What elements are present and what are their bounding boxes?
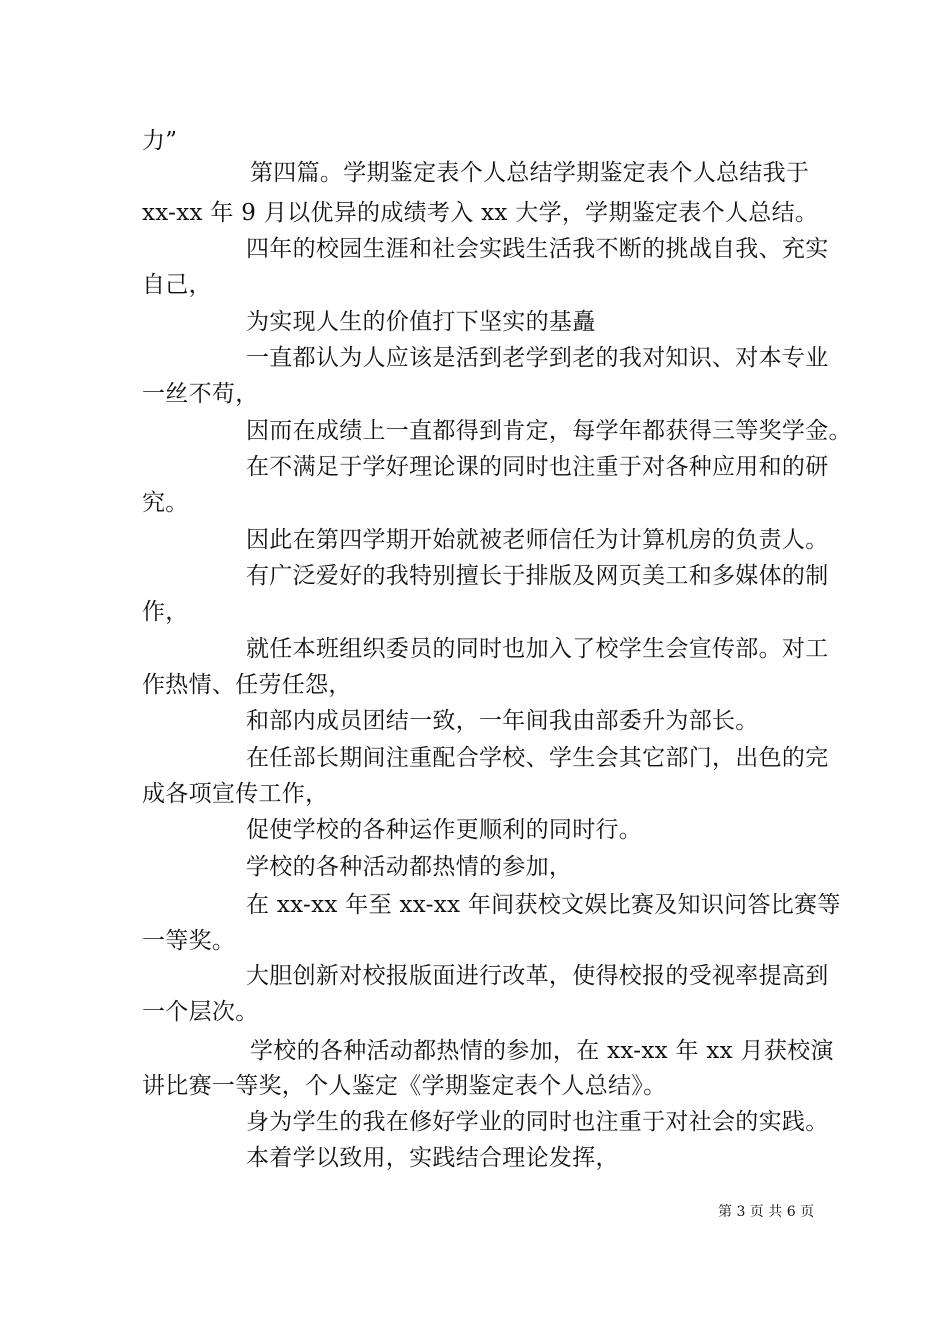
text-line: 作热情、任劳任怨， <box>142 672 352 698</box>
text-line: 有广泛爱好的我特别擅长于排版及网页美工和多媒体的制 <box>246 563 829 589</box>
text-line: 一个层次。 <box>142 999 259 1025</box>
text-line: 促使学校的各种运作更顺利的同时行。 <box>246 817 643 843</box>
text-line: 作， <box>142 599 189 625</box>
page-number-footer: 第 3 页 共 6 页 <box>718 1204 815 1220</box>
text-line: 究。 <box>142 490 189 516</box>
text-line: 四年的校园生涯和社会实践生活我不断的挑战自我、充实 <box>246 236 829 262</box>
text-line: 在任部长期间注重配合学校、学生会其它部门，出色的完 <box>246 745 829 771</box>
text-line: 学校的各种活动都热情的参加， <box>246 854 573 880</box>
text-line: 一丝不苟， <box>142 381 259 407</box>
text-line: 在不满足于学好理论课的同时也注重于对各种应用和的研 <box>246 454 829 480</box>
text-line: 身为学生的我在修好学业的同时也注重于对社会的实践。 <box>246 1109 829 1135</box>
text-line: 自己， <box>142 272 212 298</box>
text-line: 讲比赛一等奖，个人鉴定《学期鉴定表个人总结》。 <box>142 1073 667 1099</box>
text-line: 一直都认为人应该是活到老学到老的我对知识、对本专业 <box>246 345 829 371</box>
text-line: 因而在成绩上一直都得到肯定，每学年都获得三等奖学金。 <box>246 418 852 444</box>
text-line: 本着学以致用，实践结合理论发挥， <box>246 1145 619 1171</box>
text-line: 在 xx-xx 年至 xx-xx 年间获校文娱比赛及知识问答比赛等 <box>246 892 841 918</box>
text-line: 和部内成员团结一致，一年间我由部委升为部长。 <box>246 708 759 734</box>
text-line: 大胆创新对校报版面进行改革，使得校报的受视率提高到 <box>246 963 829 989</box>
text-line: 为实现人生的价值打下坚实的基矗 <box>246 309 596 335</box>
text-line: 力” <box>142 128 178 154</box>
text-line: 成各项宣传工作， <box>142 781 329 807</box>
text-line: 第四篇。学期鉴定表个人总结学期鉴定表个人总结我于 <box>250 160 810 186</box>
text-line: 一等奖。 <box>142 928 236 954</box>
text-line: xx-xx 年 9 月以优异的成绩考入 xx 大学，学期鉴定表个人总结。 <box>142 200 819 226</box>
text-line: 学校的各种活动都热情的参加，在 xx-xx 年 xx 月获校演 <box>250 1038 834 1064</box>
text-line: 就任本班组织委员的同时也加入了校学生会宣传部。对工 <box>246 636 829 662</box>
text-line: 因此在第四学期开始就被老师信任为计算机房的负责人。 <box>246 527 829 553</box>
